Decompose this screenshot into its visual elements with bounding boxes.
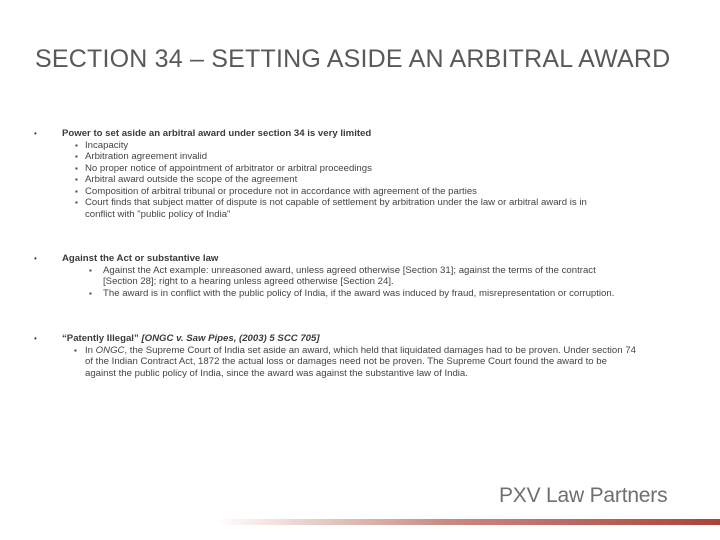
sub-list bbox=[0, 140, 720, 221]
sub-marker: ▪ bbox=[75, 152, 78, 161]
bullet-marker: • bbox=[34, 129, 37, 138]
list-item-text: Arbitration agreement invalid bbox=[85, 151, 208, 162]
bullet-heading bbox=[0, 128, 720, 140]
list-item bbox=[0, 151, 720, 163]
sub-marker: ▪ bbox=[75, 186, 78, 196]
list-item bbox=[0, 186, 720, 198]
bullet-heading-text: “Patently Illegal” bbox=[62, 333, 142, 344]
footer-accent-bar bbox=[0, 519, 720, 525]
sub-marker: ▪ bbox=[89, 265, 92, 275]
bullet-heading bbox=[0, 253, 720, 265]
sub-list bbox=[0, 345, 720, 380]
sub-list bbox=[0, 265, 720, 300]
list-item-text: Against the Act example: unreasoned award, unless agreed otherwise [Section 31]; against the terms of the contract [Section 28]; right to a hearing unless agreed otherwise [Section 24]. bbox=[103, 264, 596, 287]
bullet-section-grounds bbox=[0, 128, 720, 220]
list-item-text: No proper notice of appointment of arbitrator or arbitral proceedings bbox=[85, 162, 372, 174]
list-item-text: The award is in conflict with the public policy of India, if the award was induced by fraud, misrepresentation or corruption. bbox=[103, 287, 615, 299]
bullet-marker: • bbox=[34, 334, 37, 343]
list-item bbox=[0, 163, 720, 175]
case-name: ONGC bbox=[95, 344, 125, 356]
list-item-text: In bbox=[85, 344, 96, 356]
slide-title: SECTION 34 – SETTING ASIDE AN ARBITRAL AWARD bbox=[35, 45, 671, 73]
list-item-text: Composition of arbitral tribunal or procedure not in accordance with agreement of the parties bbox=[85, 185, 477, 197]
sub-marker: ▪ bbox=[75, 140, 78, 150]
sub-marker: ▪ bbox=[75, 175, 78, 184]
bullet-heading bbox=[0, 333, 720, 345]
bullet-section-patently-illegal bbox=[0, 333, 720, 379]
bullet-section-substantive-law bbox=[0, 253, 720, 299]
footer-brand-logo: PXV Law Partners bbox=[499, 484, 668, 507]
sub-marker: ▪ bbox=[74, 345, 77, 355]
list-item bbox=[0, 174, 720, 186]
list-item-text: Court finds that subject matter of dispute is not capable of settlement by arbitration under the law or arbitral award is in conflict with "public policy of India" bbox=[85, 197, 587, 220]
sub-marker: ▪ bbox=[75, 163, 78, 173]
list-item-text: , the Supreme Court of India set aside an award, which held that liquidated damages had to be proven. Under section 74 of the Indian Contract Act, 1872 the actual loss or damages need not be proven. The Supreme Court found the award to be against the public policy of India, since the award was against the substantive law of India. bbox=[85, 344, 636, 379]
list-item-text: Incapacity bbox=[85, 139, 129, 151]
bullet-marker: • bbox=[34, 254, 37, 263]
sub-marker: ▪ bbox=[75, 198, 78, 207]
list-item bbox=[0, 288, 720, 300]
bullet-heading-text: Against the Act or substantive law bbox=[62, 253, 219, 264]
list-item bbox=[0, 345, 720, 380]
sub-marker: ▪ bbox=[89, 288, 92, 298]
list-item-text: Arbitral award outside the scope of the agreement bbox=[85, 174, 298, 185]
list-item bbox=[0, 265, 720, 288]
case-citation: [ONGC v. Saw Pipes, (2003) 5 SCC 705] bbox=[141, 333, 320, 344]
list-item bbox=[0, 140, 720, 152]
bullet-heading-text: Power to set aside an arbitral award under section 34 is very limited bbox=[62, 128, 372, 139]
list-item bbox=[0, 197, 720, 220]
